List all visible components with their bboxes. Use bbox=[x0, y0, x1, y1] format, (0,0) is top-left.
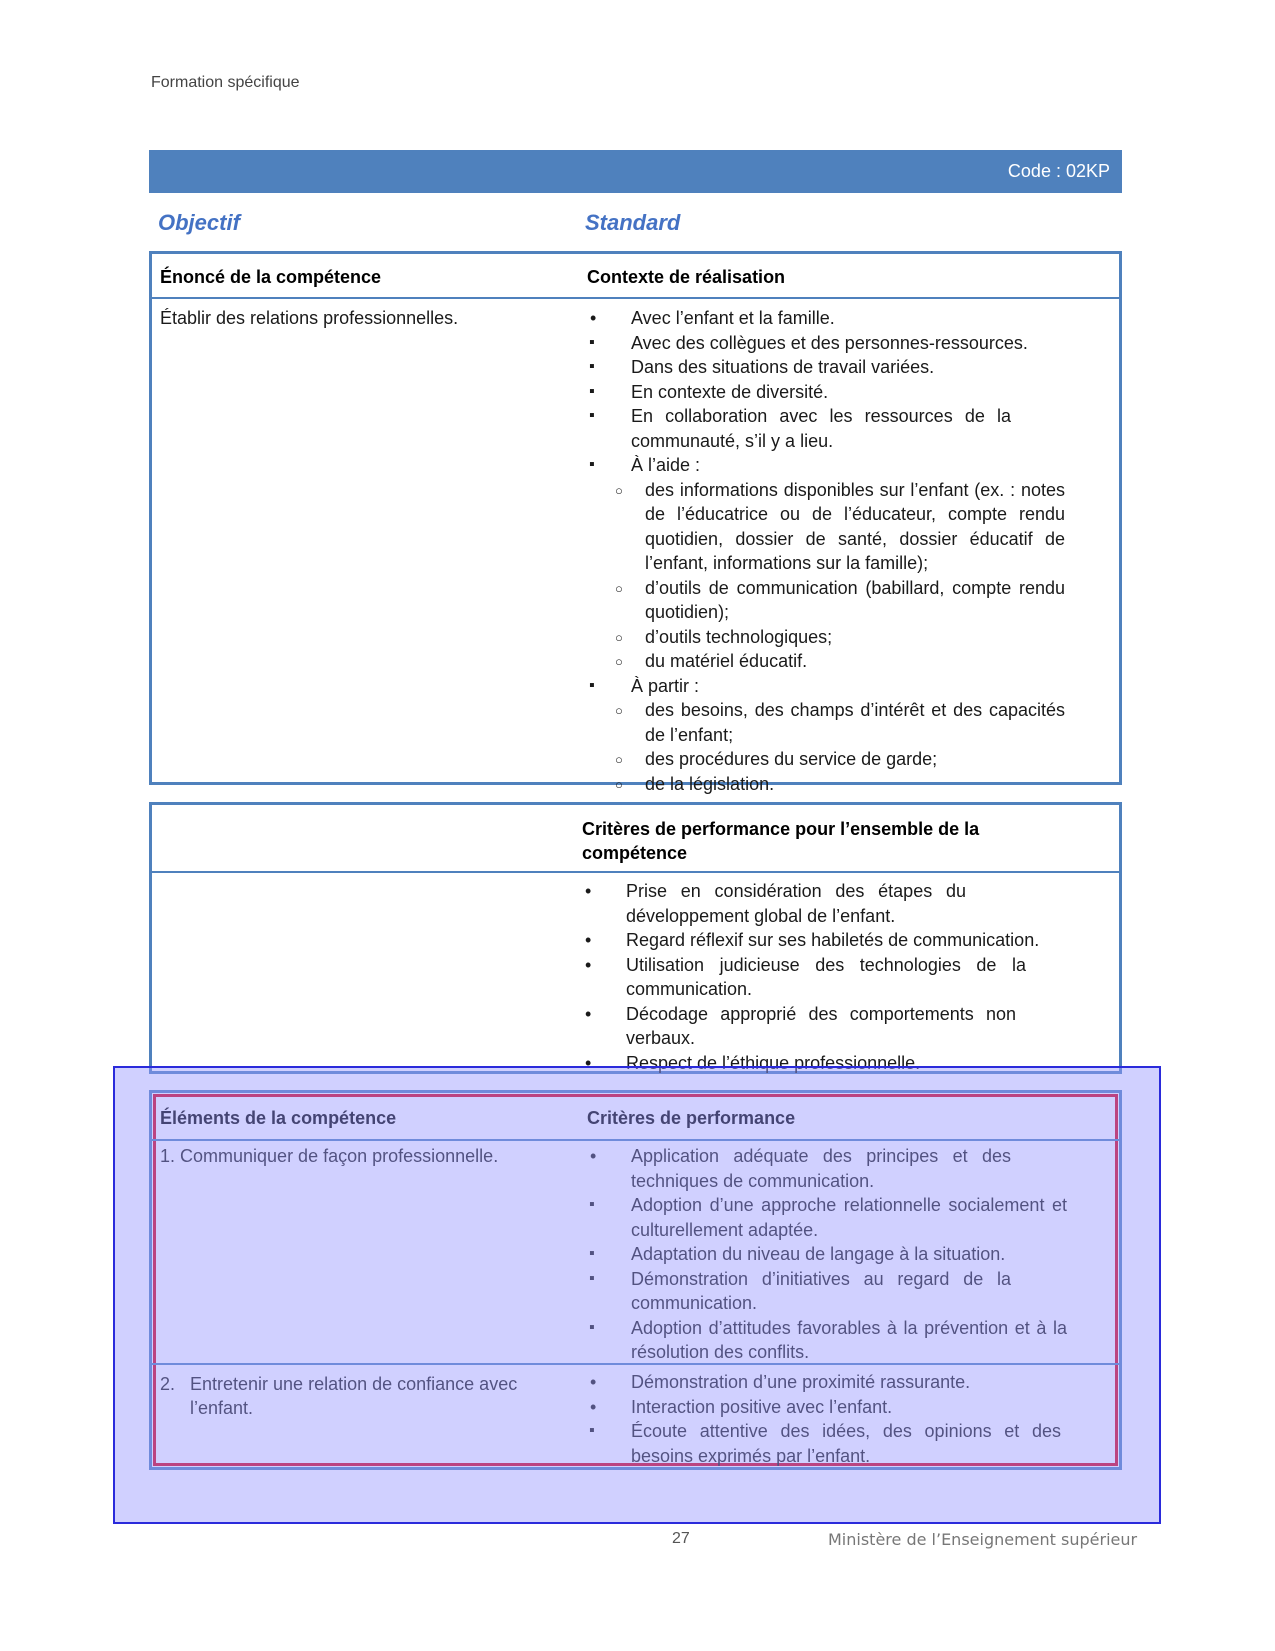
list-item bbox=[587, 453, 1065, 674]
divider bbox=[152, 1139, 1119, 1141]
partir-sublist bbox=[631, 698, 1065, 796]
performance-ensemble-box bbox=[149, 802, 1122, 1074]
list-item: ▪ En contexte de diversité. bbox=[587, 380, 1065, 405]
divider bbox=[152, 871, 1119, 873]
divider bbox=[152, 1363, 1119, 1365]
list-item: • Application adéquate des principes et des techniques de communication. bbox=[587, 1144, 1011, 1193]
criteres-header: Critères de performance bbox=[587, 1108, 796, 1128]
sub-item: ○ des procédures du service de garde; bbox=[615, 747, 1065, 772]
enonce-header: Énoncé de la compétence bbox=[160, 267, 382, 287]
competence-box bbox=[149, 251, 1122, 794]
ensemble-list bbox=[582, 879, 1065, 1075]
code-label: Code : 02KP bbox=[1007, 161, 1110, 181]
sub-item: ○ de la législation. bbox=[615, 772, 1065, 797]
element-1-criteria bbox=[587, 1144, 1067, 1365]
list-item: ▪ Adoption d’une approche relationnelle socialement et culturellement adaptée. bbox=[587, 1193, 1067, 1242]
list-item: • Avec l’enfant et la famille. bbox=[587, 306, 1065, 331]
list-item: ▪ Écoute attentive des idées, des opinions et des besoins exprimés par l’enfant. bbox=[587, 1419, 1061, 1468]
list-item: • Démonstration d’une proximité rassurante. bbox=[587, 1370, 1067, 1395]
elements-header: Éléments de la compétence bbox=[160, 1108, 397, 1128]
sub-item: ○ des besoins, des champs d’intérêt et des capacités de l’enfant; bbox=[615, 698, 1065, 747]
element-1: 1. Communiquer de façon professionnelle. bbox=[160, 1146, 499, 1166]
list-item: ▪ Démonstration d’initiatives au regard de la communication. bbox=[587, 1267, 1011, 1316]
list-item: • Décodage approprié des comportements non verbaux. bbox=[582, 1002, 1016, 1051]
standard-title: Standard bbox=[585, 210, 681, 235]
list-item: ▪ En collaboration avec les ressources de la communauté, s’il y a lieu. bbox=[587, 404, 1011, 453]
sub-item: ○ du matériel éducatif. bbox=[615, 649, 1065, 674]
list-item bbox=[587, 674, 1065, 797]
sub-item: ○ d’outils de communication (babillard, compte rendu quotidien); bbox=[615, 576, 1065, 625]
aide-sublist bbox=[631, 478, 1065, 674]
list-item: ▪ Adaptation du niveau de langage à la situation. bbox=[587, 1242, 1067, 1267]
page-header: Formation spécifique bbox=[151, 74, 300, 91]
list-item: ▪ Adoption d’attitudes favorables à la prévention et à la résolution des conflits. bbox=[587, 1316, 1067, 1365]
page-number: 27 bbox=[672, 1530, 690, 1547]
element-2-number: 2. bbox=[160, 1374, 176, 1394]
ensemble-header: Critères de performance pour l’ensemble de la compétence bbox=[582, 819, 980, 863]
list-item: ▪ Avec des collègues et des personnes-ressources. bbox=[587, 331, 1065, 356]
list-item: • Regard réflexif sur ses habiletés de communication. bbox=[582, 928, 1065, 953]
element-2: Entretenir une relation de confiance avec l’enfant. bbox=[190, 1374, 518, 1418]
contexte-header: Contexte de réalisation bbox=[587, 267, 786, 287]
list-item: ▪ Dans des situations de travail variées. bbox=[587, 355, 1065, 380]
list-item: • Prise en considération des étapes du développement global de l’enfant. bbox=[582, 879, 966, 928]
list-item: • Interaction positive avec l’enfant. bbox=[587, 1395, 1067, 1420]
partir-label: À partir : bbox=[631, 675, 700, 696]
sub-item: ○ des informations disponibles sur l’enfant (ex. : notes de l’éducatrice ou de l’éducateur, compte rendu quotidien, dossier de santé, dossier éducatif de l’enfant, informations sur la famille); bbox=[615, 478, 1065, 576]
elements-box bbox=[149, 1090, 1122, 1470]
sub-item: ○ d’outils technologiques; bbox=[615, 625, 1065, 650]
element-2-criteria bbox=[587, 1370, 1067, 1468]
contexte-list bbox=[587, 306, 1065, 796]
aide-label: À l’aide : bbox=[631, 455, 701, 475]
list-item: • Respect de l’éthique professionnelle. bbox=[582, 1051, 1065, 1076]
ministry-footer: Ministère de l’Enseignement supérieur bbox=[828, 1530, 1138, 1549]
enonce-text: Établir des relations professionnelles. bbox=[160, 308, 459, 328]
code-bar bbox=[149, 150, 1122, 193]
objectif-title: Objectif bbox=[158, 210, 240, 235]
list-item: • Utilisation judicieuse des technologies de la communication. bbox=[582, 953, 1026, 1002]
divider bbox=[152, 297, 1119, 299]
